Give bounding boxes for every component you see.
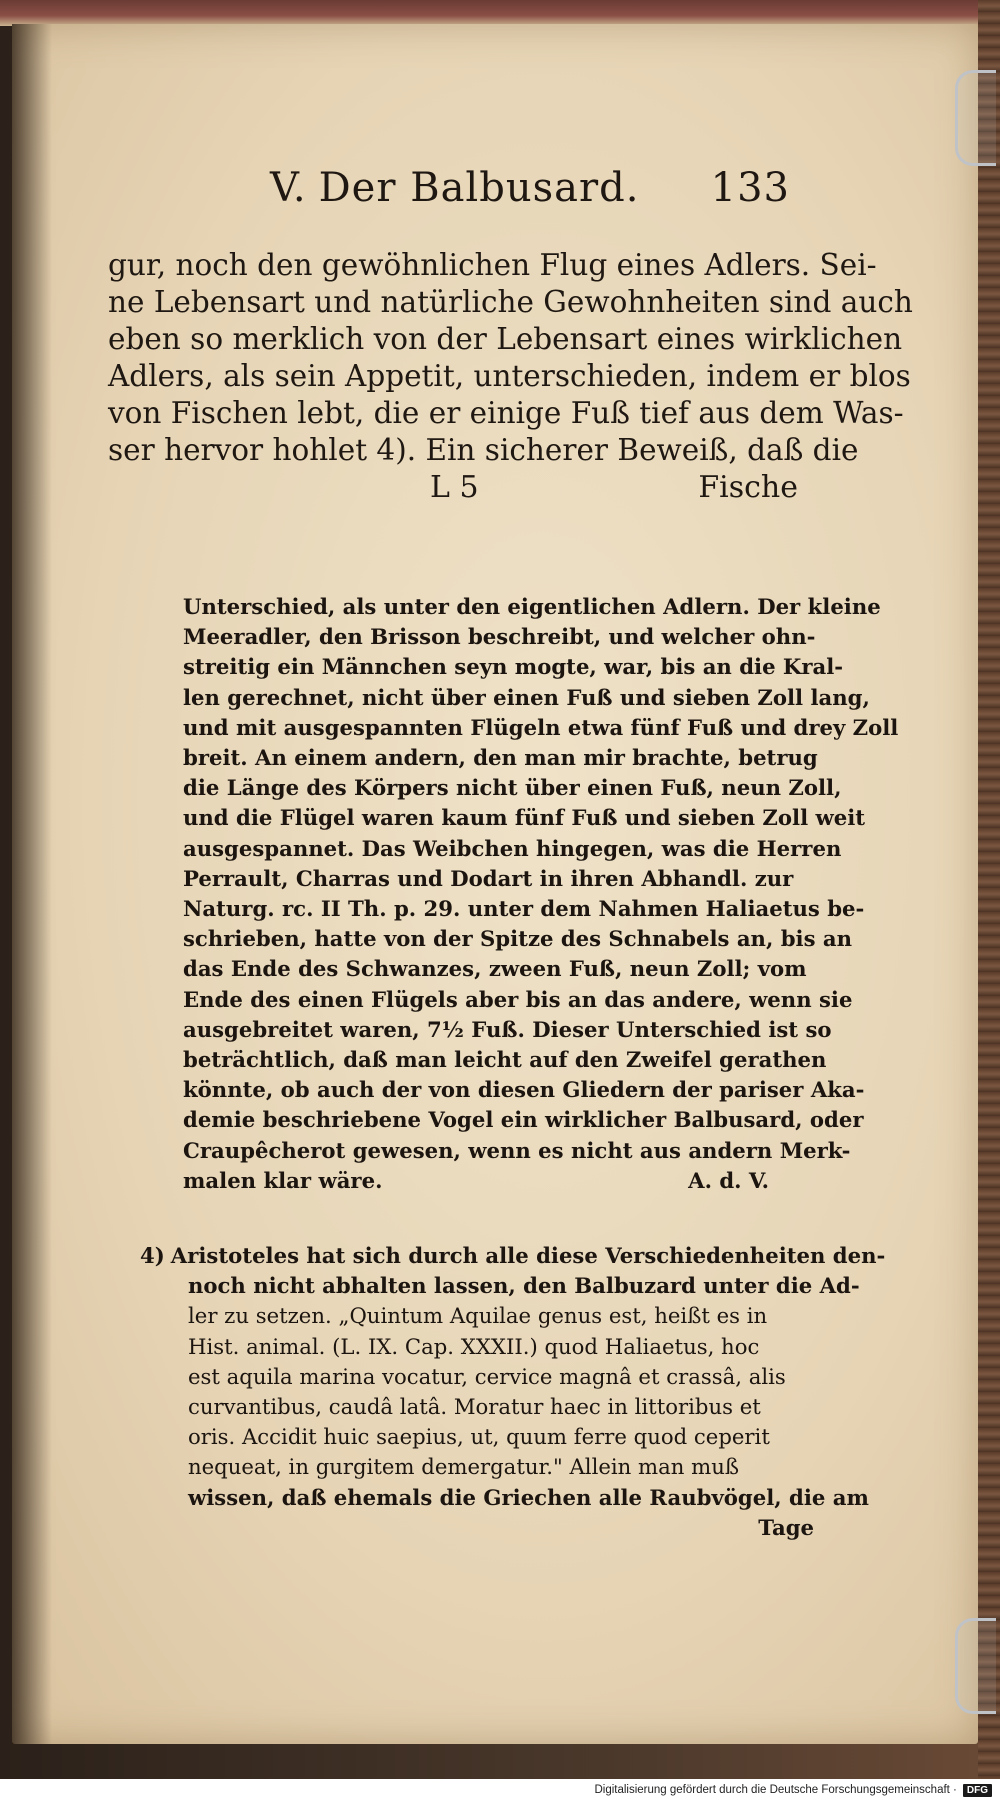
footnote-line: curvantibus, caudâ latâ. Moratur haec in littoribus et <box>188 1394 761 1420</box>
note-line: ausgebreitet waren, 7½ Fuß. Dieser Unterschied ist so <box>183 1016 832 1042</box>
note-line: schrieben, hatte von der Spitze des Schnabels an, bis an <box>183 926 853 952</box>
main-line: Adlers, als sein Appetit, unterschieden, indem er blos <box>108 359 911 393</box>
note-line: Ende des einen Flügels aber bis an das andere, wenn sie <box>183 986 853 1012</box>
translator-note <box>183 592 899 1196</box>
footnote-line: oris. Accidit huic saepius, ut, quum ferre quod ceperit <box>188 1424 770 1450</box>
footnote-marker: 4) <box>140 1243 165 1268</box>
note-line: die Länge des Körpers nicht über einen Fuß, neun Zoll, <box>183 775 842 801</box>
footnote-line: noch nicht abhalten lassen, den Balbuzard unter die Ad- <box>188 1273 860 1299</box>
book-top-edge <box>0 0 1000 26</box>
note-final-line <box>183 1166 809 1196</box>
note-line: das Ende des Schwanzes, zween Fuß, neun Zoll; vom <box>183 956 807 982</box>
footnote-catchword: Tage <box>758 1514 814 1540</box>
running-header <box>270 165 790 215</box>
footnote <box>140 1241 886 1543</box>
signature-mark: L 5 <box>430 470 479 505</box>
page-clip-top <box>955 70 996 166</box>
note-line: demie beschriebene Vogel ein wirklicher Balbusard, oder <box>183 1107 864 1133</box>
chapter-number: V. <box>270 165 307 211</box>
main-line: gur, noch den gewöhnlichen Flug eines Adlers. Sei- <box>108 248 877 282</box>
digitization-credit <box>0 1779 1000 1801</box>
catchword: Fische <box>698 470 798 505</box>
main-line: von Fischen lebt, die er einige Fuß tief aus dem Was- <box>108 396 904 430</box>
note-line: beträchtlich, daß man leicht auf den Zweifel gerathen <box>183 1047 827 1073</box>
page-clip-bottom <box>955 1618 996 1714</box>
book-right-edge <box>978 0 1000 1801</box>
spine-shadow <box>12 24 52 1744</box>
note-line: ausgespannet. Das Weibchen hingegen, was die Herren <box>183 835 842 861</box>
note-line: Meeradler, den Brisson beschreibt, und welcher ohn- <box>183 624 816 650</box>
page-number: 133 <box>710 165 790 211</box>
main-line: ne Lebensart und natürliche Gewohnheiten sind auch <box>108 285 913 319</box>
credit-text: Digitalisierung gefördert durch die Deutsche Forschungsgemeinschaft · <box>594 1784 957 1796</box>
note-line: und die Flügel waren kaum fünf Fuß und sieben Zoll weit <box>183 805 866 831</box>
note-line: und mit ausgespannten Flügeln etwa fünf Fuß und drey Zoll <box>183 714 899 740</box>
footnote-line: Aristoteles hat sich durch alle diese Verschiedenheiten den- <box>170 1243 886 1268</box>
note-author: A. d. V. <box>688 1167 769 1193</box>
footnote-line: ler zu setzen. „Quintum Aquilae genus est, heißt es in <box>188 1303 768 1329</box>
note-line: streitig ein Männchen seyn mogte, war, bis an die Kral- <box>183 654 844 680</box>
signature-row <box>430 470 798 505</box>
footnote-first-line <box>140 1241 886 1271</box>
note-last-line: malen klar wäre. <box>183 1167 383 1193</box>
main-text <box>108 247 913 469</box>
note-line: Naturg. rc. II Th. p. 29. unter dem Nahmen Haliaetus be- <box>183 896 865 922</box>
running-title: Der Balbusard. <box>318 165 640 211</box>
dfg-logo: DFG <box>963 1784 992 1797</box>
note-line: könnte, ob auch der von diesen Gliedern der pariser Aka- <box>183 1077 865 1103</box>
note-line: Perrault, Charras und Dodart in ihren Abhandl. zur <box>183 865 794 891</box>
footnote-line: est aquila marina vocatur, cervice magnâ et crassâ, alis <box>188 1363 786 1389</box>
main-line: ser hervor hohlet 4). Ein sicherer Beweiß, daß die <box>108 433 859 467</box>
footnote-line: Hist. animal. (L. IX. Cap. XXXII.) quod Haliaetus, hoc <box>188 1333 760 1359</box>
main-line: eben so merklich von der Lebensart eines wirklichen <box>108 322 903 356</box>
note-line: breit. An einem andern, den man mir brachte, betrug <box>183 745 818 771</box>
note-line: Craupêcherot gewesen, wenn es nicht aus andern Merk- <box>183 1137 851 1163</box>
footnote-line: nequeat, in gurgitem demergatur." Allein man muß <box>188 1454 740 1480</box>
note-line: len gerechnet, nicht über einen Fuß und sieben Zoll lang, <box>183 684 870 710</box>
note-line: Unterschied, als unter den eigentlichen Adlern. Der kleine <box>183 594 881 619</box>
footnote-line: wissen, daß ehemals die Griechen alle Raubvögel, die am <box>188 1484 869 1510</box>
